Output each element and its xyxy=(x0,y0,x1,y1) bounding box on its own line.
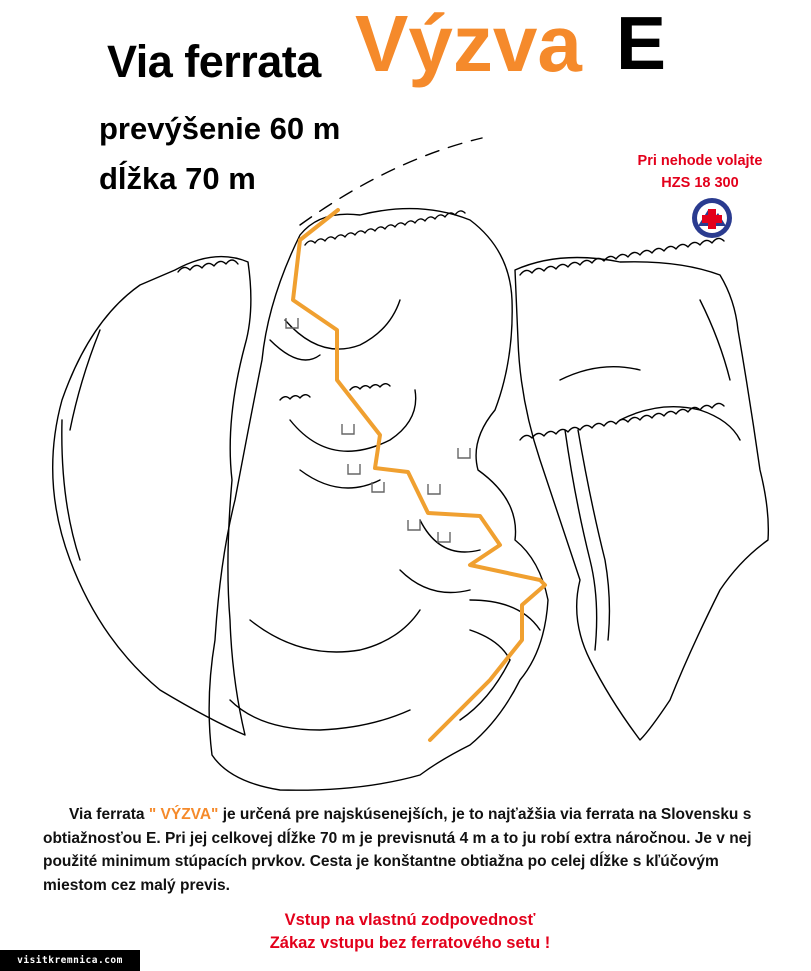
difficulty-grade: E xyxy=(616,1,667,85)
step-bracket-icon xyxy=(348,464,360,474)
emergency-phone: HZS 18 300 xyxy=(661,175,739,191)
warning-line-1: Vstup na vlastnú zodpovednosť xyxy=(284,911,536,929)
route-name: Výzva xyxy=(355,0,582,88)
overhang-dashed-arc xyxy=(300,138,482,225)
length-stat: dĺžka 70 m xyxy=(99,161,256,196)
source-credit: visitkremnica.com xyxy=(0,950,140,971)
entry-warning xyxy=(160,909,660,955)
step-bracket-icon xyxy=(438,532,450,542)
step-bracket-icon xyxy=(428,484,440,494)
elevation-stat: prevýšenie 60 m xyxy=(99,111,341,146)
description-part-2: je určená pre najskúsenejších, je to najťažšia via ferrata na Slovensku s obtiažnosťou E. Pri jej celkovej dĺžke 70 m je previsnutá 4 m a to ju robí extra náročnou. Je v nej použité minimum stúpacích prvkov. Cesta je konštantne obtiažna po celej dĺžke s kľúčovým miestom cez malý previs. xyxy=(43,806,752,894)
right-rock-outline xyxy=(515,258,768,741)
description-part-1: Via ferrata xyxy=(69,806,149,823)
step-bracket-icon xyxy=(458,448,470,458)
step-bracket-icon xyxy=(408,520,420,530)
route-description xyxy=(43,803,783,897)
emergency-line-1: Pri nehode volajte xyxy=(637,153,763,169)
step-bracket-icon xyxy=(342,424,354,434)
central-rock-outline xyxy=(209,209,548,791)
description-highlight: " VÝZVA" xyxy=(148,806,219,823)
warning-line-2: Zákaz vstupu bez ferratového setu ! xyxy=(269,934,551,952)
ferrata-route-line xyxy=(293,210,545,740)
left-rock-outline xyxy=(53,257,251,735)
title-prefix: Via ferrata xyxy=(107,36,321,87)
